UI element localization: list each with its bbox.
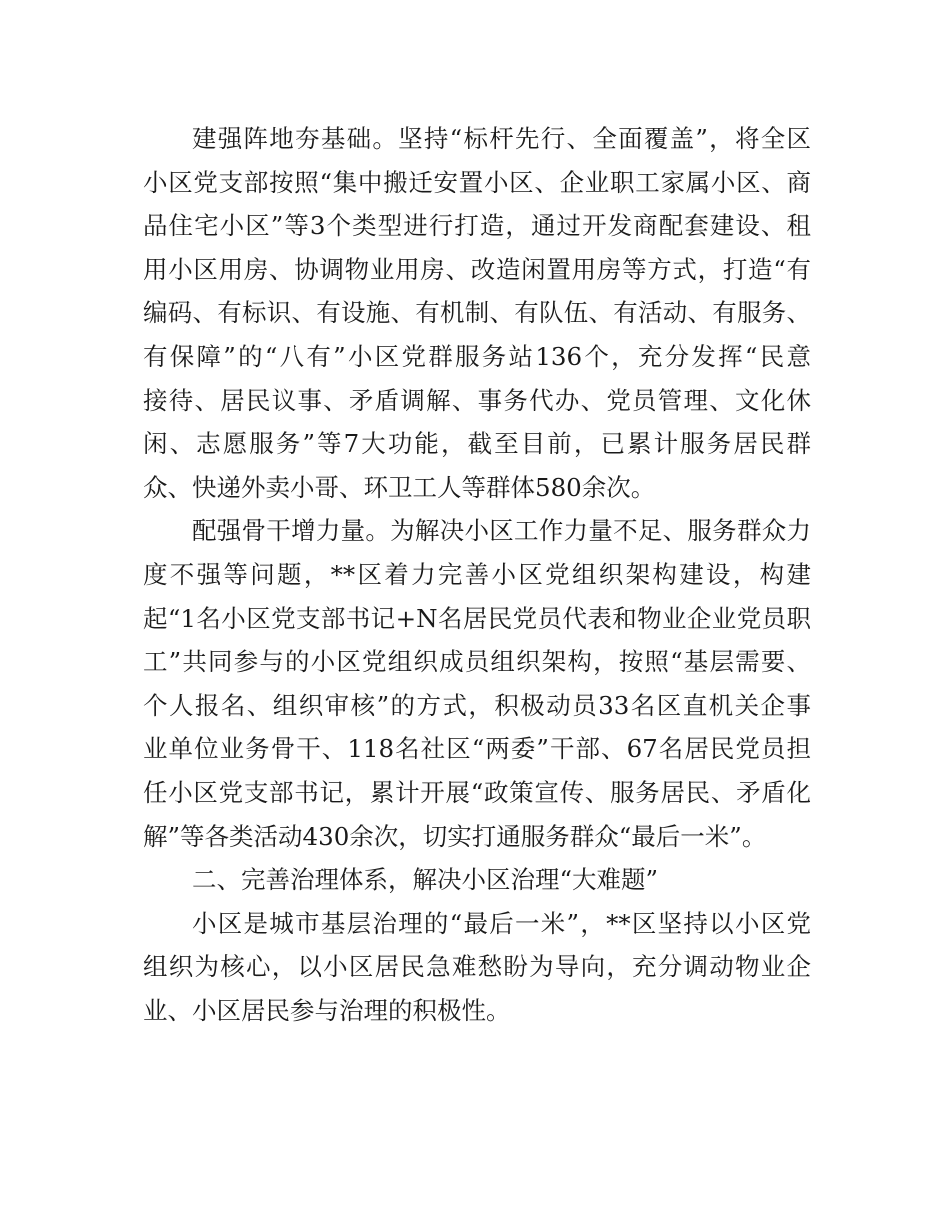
paragraph-line: 起“1名小区党支部书记+N名居民党员代表和物业企业党员职 — [143, 603, 811, 633]
paragraph-build-positions — [143, 117, 811, 509]
paragraph-line: 业、小区居民参与治理的积极性。 — [143, 995, 511, 1025]
paragraph-line: 度不强等问题，**区着力完善小区党组织架构建设，构建 — [143, 559, 811, 589]
section-heading — [143, 858, 811, 902]
paragraph-line: 编码、有标识、有设施、有机制、有队伍、有活动、有服务、 — [143, 298, 811, 328]
paragraph-line: 闲、志愿服务”等7大功能，截至目前，已累计服务居民群 — [143, 429, 811, 459]
paragraph-line: 业单位业务骨干、118名社区“两委”干部、67名居民党员担 — [143, 734, 811, 764]
paragraph-line: 小区党支部按照“集中搬迁安置小区、企业职工家属小区、商 — [143, 167, 811, 197]
paragraph-governance-intro — [143, 902, 811, 1033]
document-body — [143, 117, 811, 1032]
paragraph-strengthen-backbone — [143, 509, 811, 858]
paragraph-line: 组织为核心，以小区居民急难愁盼为导向，充分调动物业企 — [143, 952, 811, 982]
paragraph-line: 解”等各类活动430余次，切实打通服务群众“最后一米”。 — [143, 821, 767, 851]
paragraph-line: 建强阵地夯基础。坚持“标杆先行、全面覆盖”，将全区 — [192, 124, 811, 153]
paragraph-line: 任小区党支部书记，累计开展“政策宣传、服务居民、矛盾化 — [143, 777, 811, 807]
paragraph-line: 配强骨干增力量。为解决小区工作力量不足、服务群众力 — [192, 516, 811, 546]
paragraph-line: 众、快递外卖小哥、环卫工人等群体580余次。 — [143, 472, 656, 502]
section-heading-text: 二、完善治理体系，解决小区治理“大难题” — [192, 865, 659, 895]
paragraph-line: 小区是城市基层治理的“最后一米”，**区坚持以小区党 — [192, 908, 811, 938]
paragraph-line: 有保障”的“八有”小区党群服务站136个，充分发挥“民意 — [143, 341, 811, 371]
paragraph-line: 工”共同参与的小区党组织成员组织架构，按照“基层需要、 — [143, 647, 811, 677]
paragraph-line: 品住宅小区”等3个类型进行打造，通过开发商配套建设、租 — [143, 211, 811, 241]
paragraph-line: 用小区用房、协调物业用房、改造闲置用房等方式，打造“有 — [143, 254, 811, 284]
paragraph-line: 接待、居民议事、矛盾调解、事务代办、党员管理、文化休 — [143, 385, 811, 415]
paragraph-line: 个人报名、组织审核”的方式，积极动员33名区直机关企事 — [143, 690, 811, 720]
